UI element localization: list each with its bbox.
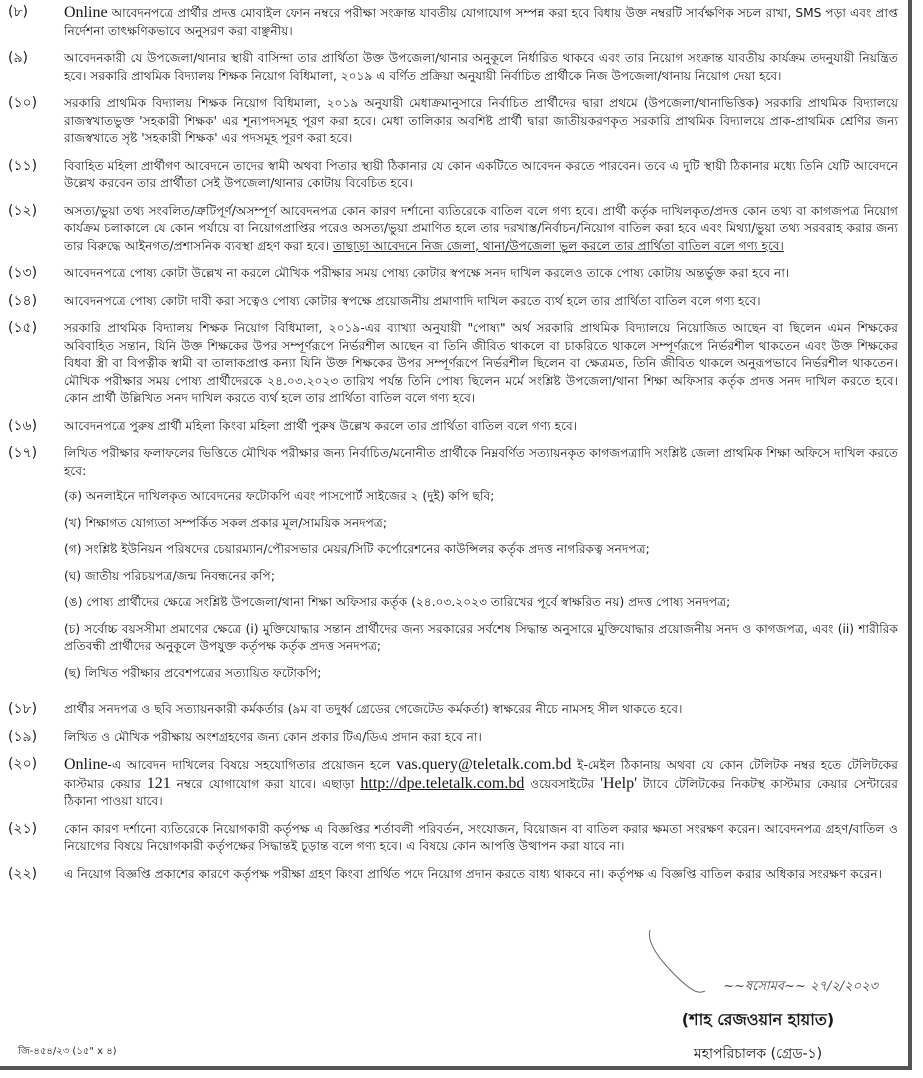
clause-16 (8, 418, 904, 436)
clause-number: (১০) (8, 95, 38, 111)
clause-number: (৯) (8, 50, 29, 66)
clause-text: লিখিত পরীক্ষার ফলাফলের ভিত্তিতে মৌখিক পরীক্ষার জন্য নির্বাচিত/মনোনীত প্রার্থীকে নিম্নবর্ণিত সত্যায়নকৃত কাগজপত্রাদি সংশ্লিষ্ট জেলা প্রাথমিক শিক্ষা অফিসে দাখিল করতে হবে: (64, 446, 898, 478)
hotline-number: 121 (146, 774, 171, 792)
clause-list (8, 4, 904, 893)
signatory-name: (শাহ রেজওয়ান হায়াত) (681, 1010, 835, 1029)
help-tab-label: 'Help' (600, 774, 637, 792)
document-item-kha: (খ) শিক্ষাগত যোগ্যতা সম্পর্কিত সকল প্রকার মূল/সাময়িক সনদপত্র; (64, 515, 387, 530)
online-label: Online (64, 4, 108, 21)
clause-21 (8, 821, 904, 856)
handwritten-signature (638, 977, 878, 998)
clause-text: সরকারি প্রাথমিক বিদ্যালয় শিক্ষক নিয়োগ বিধিমালা, ২০১৯ অনুযায়ী মেধাক্রমানুসারে নির্বাচিত প্রার্থীদের দ্বারা প্রথমে (উপজেলা/থানাভিত্তিক) সরকারি প্রাথমিক বিদ্যালয়ে রাজস্বখাতভুক্ত 'সহকারী শিক্ষক' এর শূন্যপদসমূহ পূরণ করা হবে। মেধা তালিকার অবশিষ্ট প্রার্থী দ্বারা জাতীয়করণকৃত সরকারি প্রাথমিক বিদ্যালয়ে প্রাক-প্রাথমিক শ্রেণির জন্য রাজস্বখাতে সৃষ্ট 'সহকারী শিক্ষক' এর পদসমূহ পূরণ করা হবে। (64, 96, 898, 145)
clause-number: (২০) (8, 756, 38, 772)
clause-12 (8, 203, 904, 256)
clause-15 (8, 320, 904, 408)
clause-text: এ নিয়োগ বিজ্ঞপ্তি প্রকাশের কারণে কর্তৃপক্ষ পরীক্ষা গ্রহণ কিংবা প্রার্থিত পদে নিয়োগ প্রদান করতে বাধ্য থাকবে না। কর্তৃপক্ষ এ বিজ্ঞপ্তি বাতিল করার অধিকার সংরক্ষণ করেন। (64, 866, 883, 881)
clause-text: বিবাহিত মহিলা প্রার্থীগণ আবেদনে তাদের স্বামী অথবা পিতার স্থায়ী ঠিকানার যে কোন একটিতে আবেদন করতে পারবেন। তবে এ দুটি স্থায়ী ঠিকানার মধ্যে তিনি যেটি আবেদনে উল্লেখ করবেন তার প্রার্থীতা সেই উপজেলা/থানার কোটায় বিবেচিত হবে। (64, 158, 898, 190)
clause-8 (8, 4, 904, 40)
document-item-gha: (ঘ) জাতীয় পরিচয়পত্র/জন্ম নিবন্ধনের কপি; (64, 568, 275, 583)
print-code: জি-৪৫৪/২৩ (১৫" x ৪) (18, 1046, 117, 1057)
document-item-chha: (ছ) লিখিত পরীক্ষার প্রবেশপত্রের সত্যায়িত ফটোকপি; (64, 665, 322, 680)
clause-number: (১২) (8, 202, 38, 219)
clause-text: সরকারি প্রাথমিক বিদ্যালয় শিক্ষক নিয়োগ বিধিমালা, ২০১৯-এর ব্যাখ্যা অনুযায়ী "পোষ্য" অর্থ সরকারি প্রাথমিক বিদ্যালয়ে নিয়োজিত আছেন বা ছিলেন এমন শিক্ষকের অবিবাহিত সন্তান, যিনি উক্ত শিক্ষকের উপর সম্পূর্ণরূপে নির্ভরশীল আছেন বা তিনি জীবিত থাকলে বা চাকরিতে থাকলে সম্পূর্ণরূপে নির্ভরশীল থাকতেন এবং উক্ত শিক্ষকের বিধবা স্ত্রী বা বিপত্নীক স্বামী বা তালাকপ্রাপ্ত কন্যা যিনি উক্ত শিক্ষকের উপর সম্পূর্ণরূপে নির্ভরশীল ছিলেন বা ক্ষেত্রমত, তিনি জীবিত থাকলে অনুরূপভাবে নির্ভরশীল থাকতেন। মৌখিক পরীক্ষার সময় পোষ্য প্রার্থীদেরকে ২৪.০৩.২০২৩ তারিখ পর্যন্ত তিনি পোষ্য ছিলেন মর্মে সংশ্লিষ্ট উপজেলা/থানা শিক্ষা অফিসার কর্তৃক প্রদত্ত সনদ দাখিল করতে হবে। কোন প্রার্থী উল্লিখিত সনদ দাখিল করতে ব্যর্থ হলে তার প্রার্থিতা বাতিল বলে গণ্য হবে। (64, 321, 898, 405)
clause-number: (২১) (8, 820, 38, 837)
clause-11 (8, 158, 904, 193)
clause-18 (8, 701, 904, 719)
signature-date: ২৭/২/২০২৩ (810, 979, 878, 994)
document-item-ga: (গ) সংশ্লিষ্ট ইউনিয়ন পরিষদের চেয়ারম্যান/পৌরসভার মেয়র/সিটি কর্পোরেশনের কাউন্সিলর কর্তৃক প্রদত্ত নাগরিকত্ব সনদপত্র; (64, 542, 650, 556)
clause-number: (১৬) (8, 417, 38, 434)
support-email-link[interactable]: vas.query@teletalk.com.bd (396, 756, 572, 773)
underlined-warning: তাছাড়া আবেদনে নিজ জেলা, থানা/উপজেলা ভুল করলে তার প্রার্থিতা বাতিল বলে গণ্য হবে। (333, 238, 784, 253)
clause-number: (১৫) (8, 320, 38, 336)
clause-text: অসত্য/ভুয়া তথ্য সংবলিত/ত্রুটিপূর্ণ/অসম্পূর্ণ আবেদনপত্র কোন কারণ দর্শানো ব্যতিরেকে বাতিল বলে গণ্য হবে। প্রার্থী কর্তৃক দাখিলকৃত/প্রদত্ত কোন তথ্য বা কাগজপত্র নিয়োগ কার্যক্রম চলাকালে যে কোন পর্যায়ে বা নিয়োগপ্রাপ্তির পরেও অসত্য/ভুয়া প্রমাণিত হলে তার দরখাস্ত/নির্বাচন/নিয়োগ বাতিল করা হবে এবং মিথ্যা/ভুয়া তথ্য সরবরাহ করার জন্য তার বিরুদ্ধে আইনগত/প্রশাসনিক ব্যবস্থা গ্রহণ করা হবে। (64, 203, 898, 253)
clause-text: আবেদনপত্রে পুরুষ প্রার্থী মহিলা কিংবা মহিলা প্রার্থী পুরুষ উল্লেখ করলে তার প্রার্থিতা বাতিল বলে গণ্য হবে। (64, 418, 578, 433)
clause-text: আবেদনপত্রে পোষ্য কোটা দাবী করা সত্বেও পোষ্য কোটার স্বপক্ষে প্রয়োজনীয় প্রমাণাদি দাখিল করতে ব্যর্থ হলে তার প্রার্থিতা বাতিল বলে গণ্য হবে। (64, 293, 761, 308)
clause-number: (১৩) (8, 265, 38, 281)
clause-19 (8, 729, 904, 747)
document-item-cha: (চ) সর্বোচ্চ বয়সসীমা প্রমাণের ক্ষেত্রে (i) মুক্তিযোদ্ধার সন্তান প্রার্থীদের জন্য সরকারের সর্বশেষ সিদ্ধান্ত অনুসারে মুক্তিযোদ্ধার প্রয়োজনীয় সনদ ও কাগজপত্র, এবং (ii) শারীরিক প্রতিবন্ধী প্রার্থীদের অনুকূলে উপযুক্ত কর্তৃপক্ষ কর্তৃক প্রদত্ত সনদপত্র; (64, 621, 898, 653)
clause-text: আবেদনকারী যে উপজেলা/থানার স্থায়ী বাসিন্দা তার প্রার্থিতা উক্ত উপজেলা/থানার অনুকূলে নির্ধারিত থাকবে এবং তার নিয়োগ সংক্রান্ত যাবতীয় কার্যক্রম তদনুযায়ী নিয়ন্ত্রিত হবে। সরকারি প্রাথমিক বিদ্যালয় শিক্ষক নিয়োগ বিধিমালা, ২০১৯ এ বর্ণিত প্রক্রিয়া অনুযায়ী নির্বাচিত প্রার্থীকে নিজ উপজেলা/থানায় নিয়োগ দেয়া হবে। (64, 51, 898, 83)
document-item-ka: (ক) অনলাইনে দাখিলকৃত আবেদনের ফটোকপি এবং পাসপোর্ট সাইজের ২ (দুই) কপি ছবি; (64, 489, 495, 503)
document-item-uma: (ঙ) পোষ্য প্রার্থীদের ক্ষেত্রে সংশ্লিষ্ট উপজেলা/থানা শিক্ষা অফিসার কর্তৃক (২৪.০৩.২০২৩ তারিখের পূর্বে স্বাক্ষরিত নয়) প্রদত্ত পোষ্য সনদপত্র; (64, 595, 731, 609)
signature-mark-icon: ~~ষসোমব~~ (723, 979, 811, 994)
clause-9 (8, 50, 904, 85)
clause-number: (১৯) (8, 728, 38, 745)
clause-10 (8, 95, 904, 148)
clause-text: কোন কারণ দর্শানো ব্যতিরেকে নিয়োগকারী কর্তৃপক্ষ এ বিজ্ঞপ্তির শর্তাবলী পরিবর্তন, সংযোজন, বিয়োজন বা বাতিল করার ক্ষমতা সংরক্ষণ করেন। আবেদনপত্র গ্রহণ/বাতিল ও নিয়োগের বিষয়ে নিয়োগকারী কর্তৃপক্ষের সিদ্ধান্তই চূড়ান্ত বলে গণ্য হবে। এ বিষয়ে কোন আপত্তি উত্থাপন করা যাবে না। (64, 821, 898, 853)
clause-number: (১৪) (8, 292, 38, 309)
website-link[interactable]: http://dpe.teletalk.com.bd (360, 774, 525, 792)
clause-number: (১১) (8, 157, 38, 174)
clause-number: (১৭) (8, 445, 38, 461)
signatory-designation: মহাপরিচালক (গ্রেড-১) (693, 1046, 823, 1062)
clause-text: আবেদনপত্রে প্রার্থীর প্রদত্ত মোবাইল ফোন নম্বরে পরীক্ষা সংক্রান্ত যাবতীয় যোগাযোগ সম্পন্ন করা হবে বিধায় উক্ত নম্বরটি সার্বক্ষণিক সচল রাখা, SMS পড়া এবং প্রাপ্ত নির্দেশনা তাৎক্ষণিকভাবে অনুসরণ করা বাঞ্ছনীয়। (64, 6, 898, 38)
clause-17 (8, 445, 904, 691)
online-label: Online (64, 756, 108, 773)
clause-13 (8, 265, 904, 283)
clause-text: আবেদনপত্রে পোষ্য কোটা উল্লেখ না করলে মৌখিক পরীক্ষার সময় পোষ্য কোটার স্বপক্ষে সনদ দাখিল করলেও তাকে পোষ্য কোটায় অন্তর্ভুক্ত করা হবে না। (64, 266, 790, 280)
clause-number: (২২) (8, 865, 38, 882)
clause-number: (৮) (8, 4, 29, 20)
clause-number: (১৮) (8, 701, 38, 717)
clause-text: লিখিত ও মৌখিক পরীক্ষায় অংশগ্রহণের জন্য কোন প্রকার টিএ/ডিএ প্রদান করা হবে না। (64, 729, 482, 744)
clause-20: (২০) Online-এ আবেদন দাখিলের বিষয়ে সহযোগিতার প্রয়োজন হলে vas.query@teletalk.com.bd ই-মেইল ঠিকানায় অথবা যে কোন টেলিটক নম্বর হতে টেলিটকের কাস্টমার কেয়ার 121 নম্বরে যোগাযোগ করা যাবে। এছাড়া http://dpe.teletalk.com.bd ওয়েবসাইটের 'Help' ট্যাবে টেলিটকের নিকটস্থ কাস্টমার কেয়ার সেন্টারের ঠিকানা পাওয়া যাবে। (8, 756, 904, 811)
clause-text: প্রার্থীর সনদপত্র ও ছবি সত্যায়নকারী কর্মকর্তার (৯ম বা তদুর্ধ্ব গ্রেডের গেজেটেড কর্মকর্তা) স্বাক্ষরের নীচে নামসহ সীল থাকতে হবে। (64, 702, 683, 716)
clause-14 (8, 293, 904, 311)
clause-22 (8, 866, 904, 884)
signature-block (638, 979, 878, 1066)
required-documents-list (64, 488, 898, 682)
